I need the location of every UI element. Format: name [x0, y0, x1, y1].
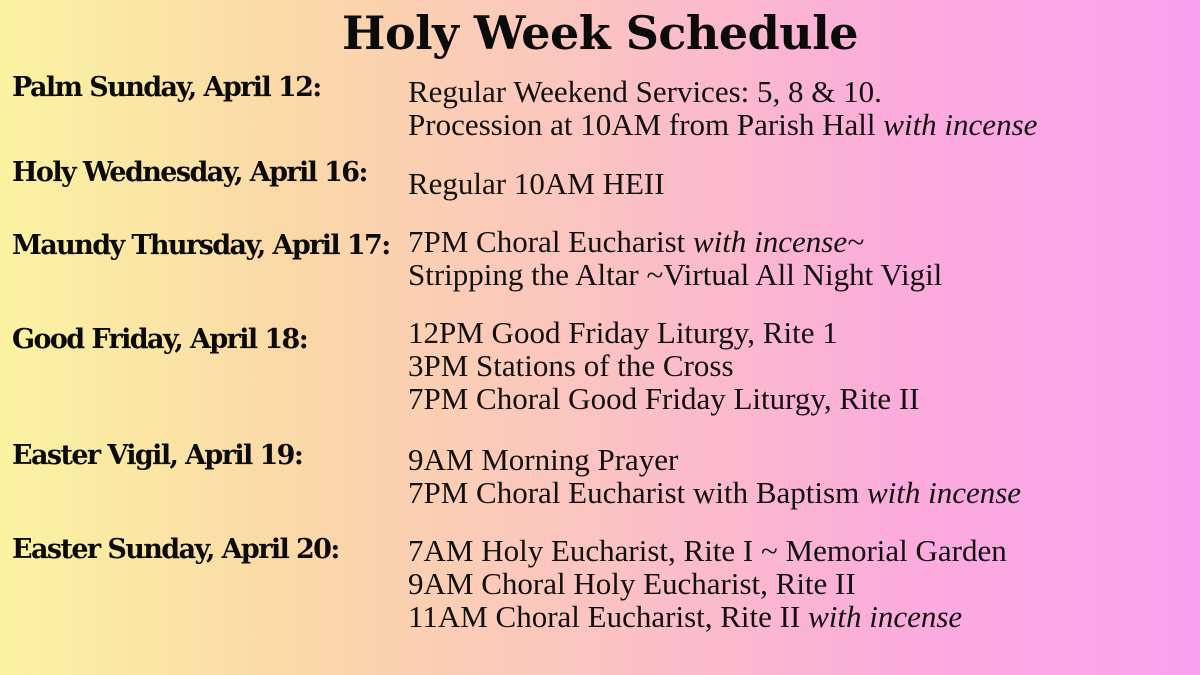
- day-label-holy-wednesday: Holy Wednesday, April 16:: [12, 157, 367, 188]
- event-line: 12PM Good Friday Liturgy, Rite 1: [408, 315, 838, 350]
- event-line: 7PM Choral Eucharist with Baptism with incense: [408, 475, 1022, 510]
- events-easter-vigil: [408, 443, 1021, 509]
- event-line: 3PM Stations of the Cross: [408, 348, 734, 383]
- day-label-easter-sunday: Easter Sunday, April 20:: [12, 534, 339, 565]
- event-line: 9AM Morning Prayer: [408, 442, 679, 477]
- events-maundy-thursday: [408, 225, 942, 291]
- page-title: Holy Week Schedule: [342, 6, 858, 60]
- events-holy-wednesday: [408, 167, 665, 200]
- day-label-good-friday: Good Friday, April 18:: [12, 324, 308, 355]
- day-label-easter-vigil: Easter Vigil, April 19:: [12, 440, 303, 471]
- event-line: 7PM Choral Good Friday Liturgy, Rite II: [408, 381, 920, 416]
- event-line: 7PM Choral Eucharist with incense~: [408, 224, 864, 259]
- event-line: Regular Weekend Services: 5, 8 & 10.: [408, 74, 882, 109]
- events-easter-sunday: [408, 534, 1007, 633]
- event-line: Regular 10AM HEII: [408, 166, 665, 201]
- event-line: Stripping the Altar ~Virtual All Night Vigil: [408, 257, 943, 292]
- events-good-friday: [408, 316, 919, 415]
- day-label-palm-sunday: Palm Sunday, April 12:: [12, 72, 321, 103]
- event-line: 7AM Holy Eucharist, Rite I ~ Memorial Garden: [408, 533, 1007, 568]
- day-label-maundy-thursday: Maundy Thursday, April 17:: [12, 230, 390, 261]
- event-line: 9AM Choral Holy Eucharist, Rite II: [408, 566, 856, 601]
- event-line: Procession at 10AM from Parish Hall with incense: [408, 107, 1038, 142]
- events-palm-sunday: [408, 75, 1037, 141]
- event-line: 11AM Choral Eucharist, Rite II with incense: [408, 599, 963, 634]
